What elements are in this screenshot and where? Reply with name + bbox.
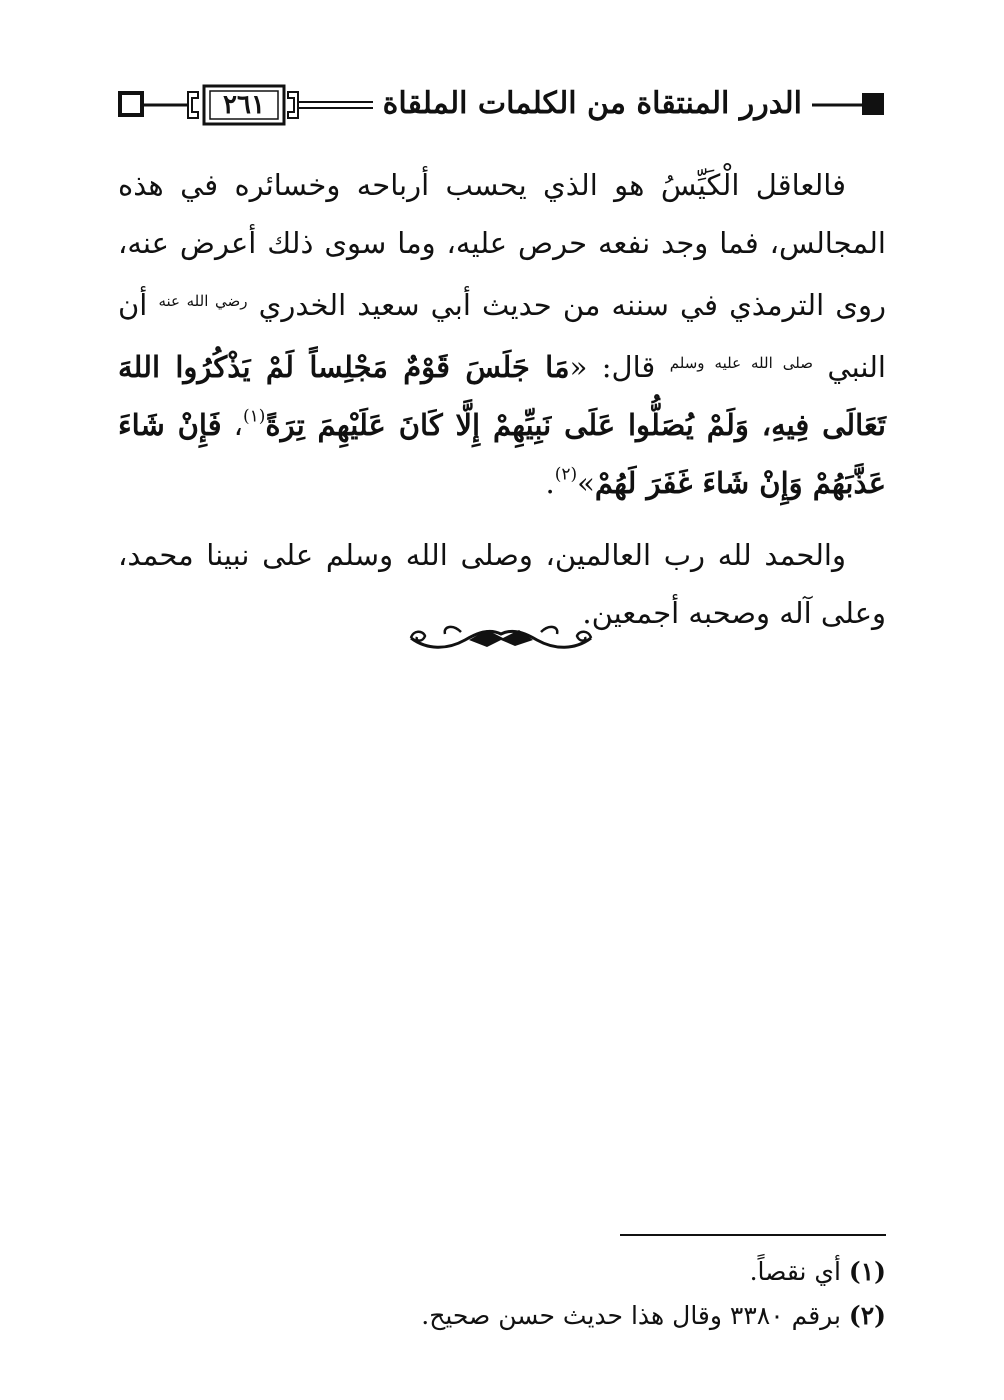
paragraph-1-quote-close: »	[577, 466, 595, 500]
paragraph-1-sep: ،	[221, 408, 243, 442]
paragraph-1-text: فالعاقل الْكَيِّسُ هو الذي يحسب أرباحه وخسائره في هذه المجالس، فما وجد نفعه حرص عليه، وما سوى ذلك أعرض عنه، روى الترمذي في سننه من حديث أبي سعيد الخدري	[118, 168, 887, 322]
main-text	[118, 156, 886, 642]
footnote-text: أي نقصاً.	[749, 1257, 841, 1286]
paragraph-1-end: .	[545, 466, 555, 500]
footnote-ref-2[interactable]: (٢)	[554, 464, 578, 485]
page-number: ٢٦١	[223, 90, 265, 120]
footnote-text: برقم ٣٣٨٠ وقال هذا حديث حسن صحيح.	[421, 1301, 841, 1330]
honorific-salallahu: صلى الله عليه وسلم	[669, 354, 813, 372]
honorific-radiallahu: رضي الله عنه	[158, 292, 248, 310]
hadith-quote-1: مَا جَلَسَ قَوْمٌ مَجْلِساً لَمْ يَذْكُرُوا اللهَ تَعَالَى فِيهِ، وَلَمْ يُصَلُّوا عَلَى نَبِيِّهِمْ إِلَّا كَانَ عَلَيْهِمَ تِرَةً	[118, 350, 887, 442]
footnote-2	[420, 1294, 886, 1338]
paragraph-2: والحمد لله رب العالمين، وصلى الله وسلم على نبينا محمد، وعلى آله وصحبه أجمعين.	[118, 538, 886, 630]
paragraph-1-text-2: أن النبي	[118, 288, 886, 384]
flourish-ornament-icon	[407, 620, 595, 654]
running-header	[118, 82, 886, 128]
hadith-quote-2: فَإِنْ شَاءَ عَذَّبَهُمْ وَإِنْ شَاءَ غَفَرَ لَهُمْ	[118, 408, 886, 500]
footnote-number: (٢)	[848, 1301, 886, 1330]
footnote-number: (١)	[848, 1257, 886, 1286]
paragraph-1-text-3: قال: «	[569, 350, 656, 384]
footnote-ref-1[interactable]: (١)	[242, 406, 266, 427]
paragraph-1	[118, 156, 886, 512]
footnote-1	[420, 1250, 886, 1294]
footnote-separator	[620, 1234, 886, 1236]
footnotes	[420, 1250, 886, 1338]
book-title: الدرر المنتقاة من الكلمات الملقاة	[373, 84, 812, 124]
